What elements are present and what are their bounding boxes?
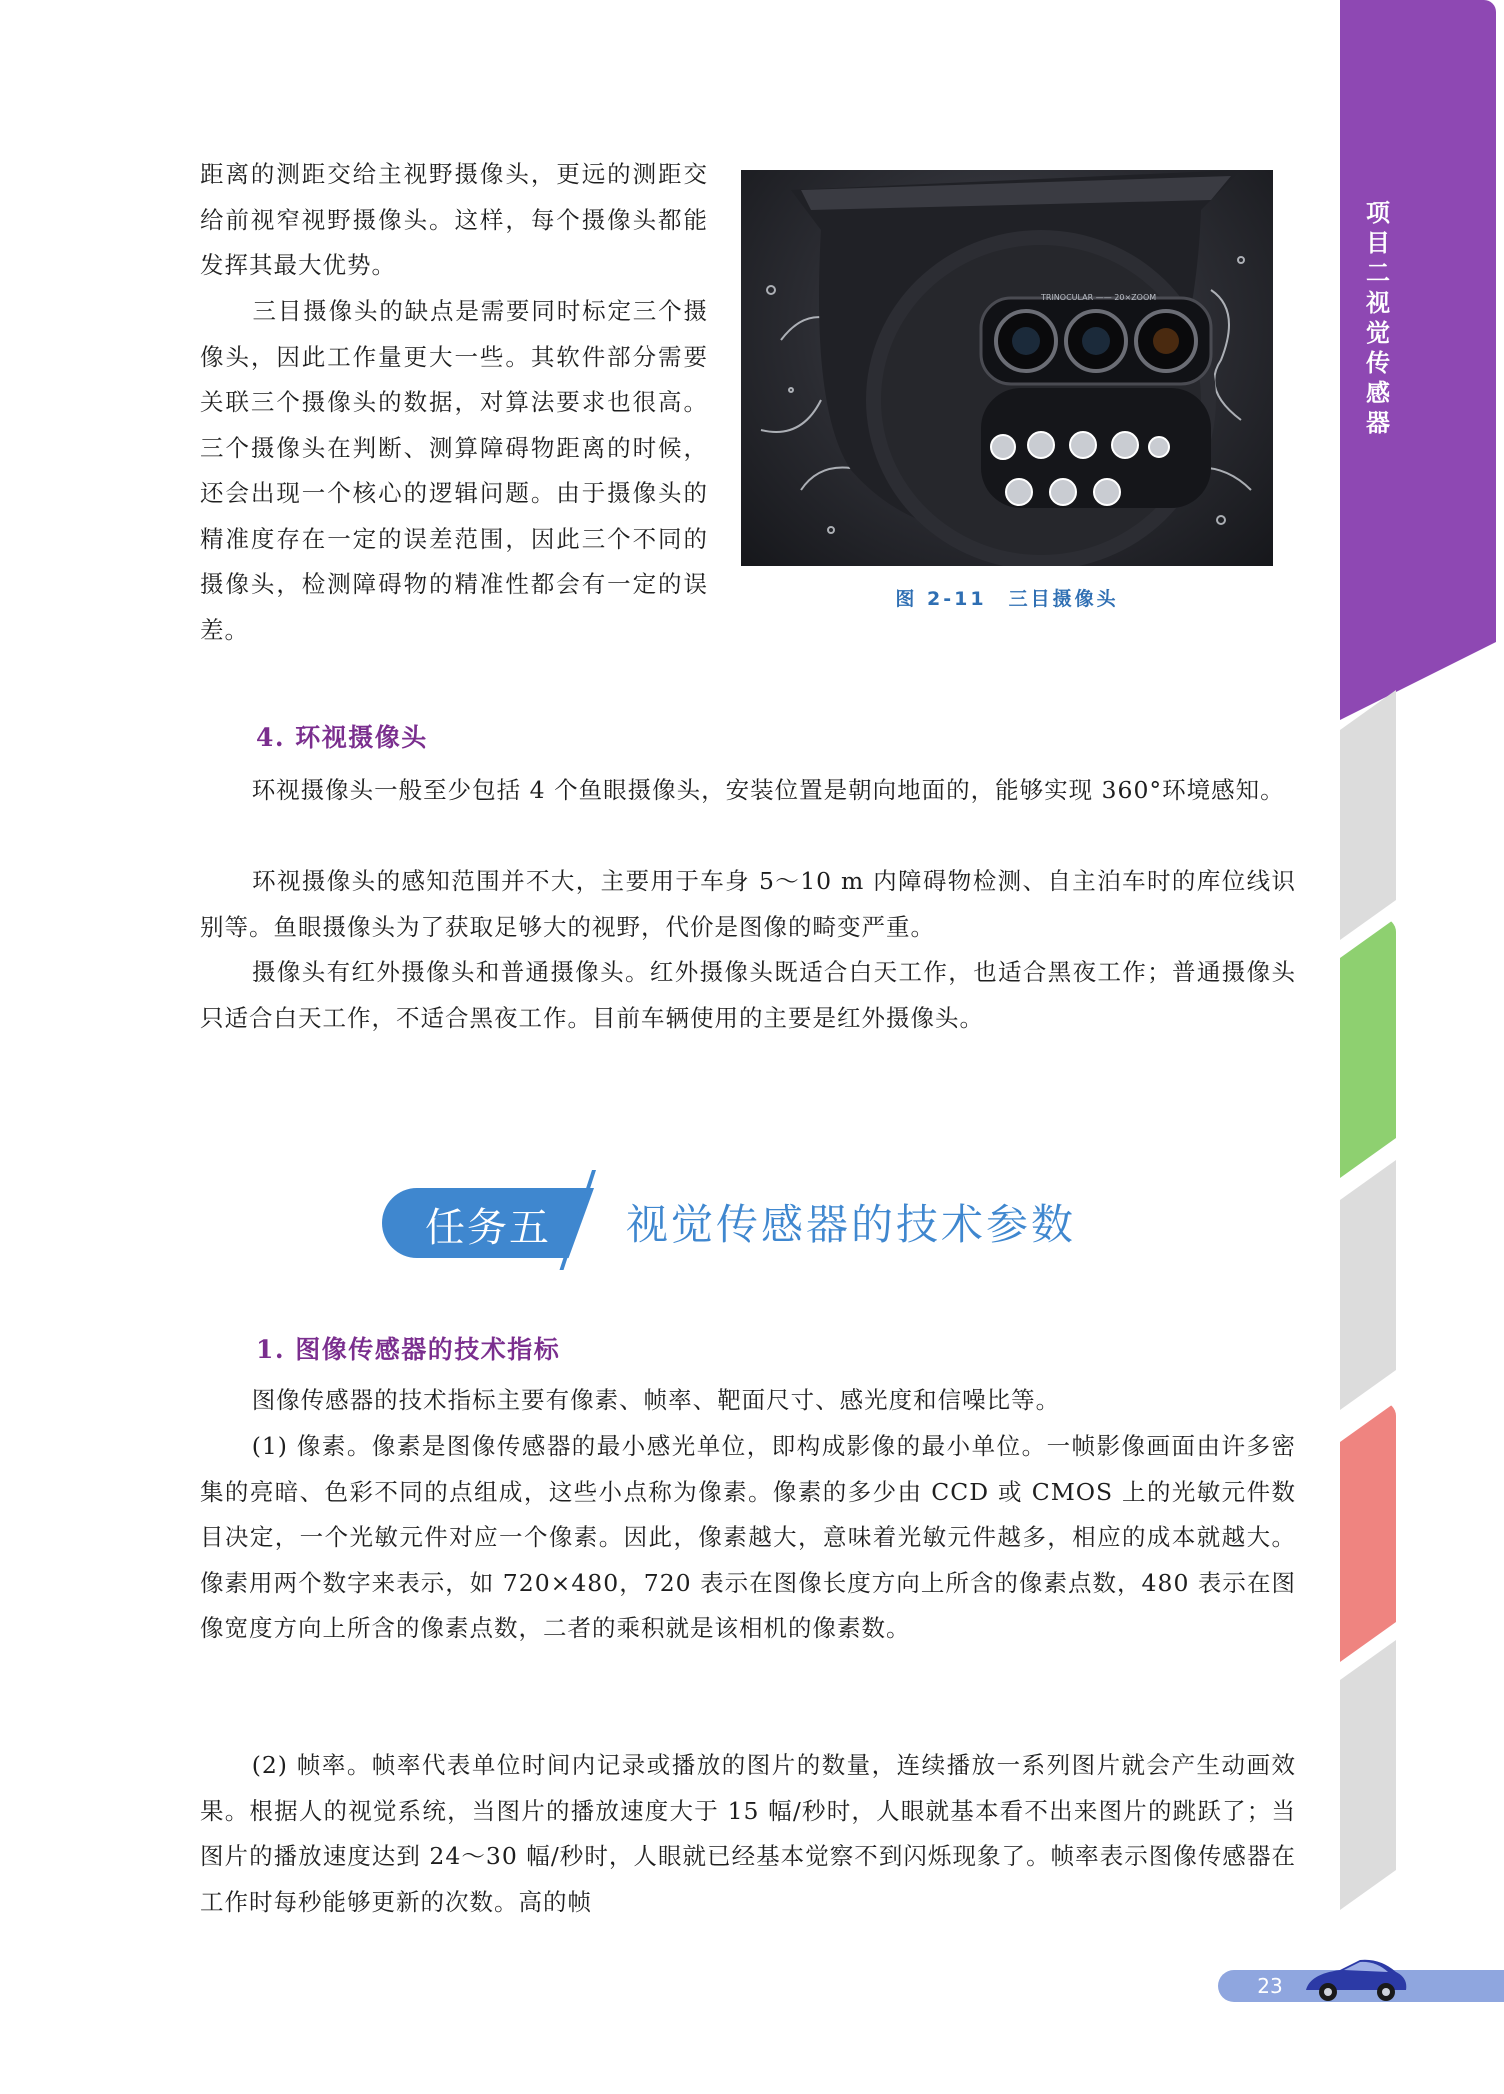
paragraph-top-2: 三目摄像头的缺点是需要同时标定三个摄像头，因此工作量更大一些。其软件部分需要关联三个摄像头的数据，对算法要求也很高。三个摄像头在判断、测算障碍物距离的时候，还会出现一个核心的逻辑问题。由于摄像头的精准度存在一定的误差范围，因此三个不同的摄像头，检测障碍物的精准性都会有一定的误差。	[200, 297, 708, 644]
chapter-tab-green[interactable]	[1340, 918, 1396, 1178]
camera-lens-icon	[996, 311, 1196, 371]
chapter-tab-gray-1[interactable]	[1340, 690, 1396, 940]
product-label: TRINOCULAR —— 20×ZOOM	[1041, 293, 1157, 302]
trinocular-camera-illustration	[741, 170, 1273, 566]
task-title: 视觉传感器的技术参数	[626, 1200, 1077, 1249]
chapter-tab-gray-3[interactable]	[1340, 1640, 1396, 1910]
chapter-tab-gray-2[interactable]	[1340, 1160, 1396, 1410]
section-4-paragraph-3: 摄像头有红外摄像头和普通摄像头。红外摄像头既适合白天工作，也适合黑夜工作；普通摄像头只适合白天工作，不适合黑夜工作。目前车辆使用的主要是红外摄像头。	[200, 958, 1296, 1032]
section-1-paragraph-1: 图像传感器的技术指标主要有像素、帧率、靶面尺寸、感光度和信噪比等。	[251, 1386, 1061, 1414]
section-1-paragraph-2: (1) 像素。像素是图像传感器的最小感光单位，即构成影像的最小单位。一帧影像画面由许多密集的亮暗、色彩不同的点组成，这些小点称为像素。像素的多少由 CCD 或 CMOS 上的光敏元件数目决定，一个光敏元件对应一个像素。因此，像素越大，意味着光敏元件越多，相应的成本就越大。像素用两个数字来表示，如 720×480，720 表示在图像长度方向上所含的像素点数，480 表示在图像宽度方向上所含的像素点数，二者的乘积就是该相机的像素数。	[200, 1432, 1296, 1642]
chapter-tab-label: 项目二 视觉传感器	[1366, 199, 1390, 437]
chapter-tab-red[interactable]	[1340, 1402, 1396, 1662]
page-number: 23	[1257, 1974, 1283, 1998]
sports-car-icon	[1300, 1950, 1412, 2010]
paragraph-top-1: 距离的测距交给主视野摄像头，更远的测距交给前视窄视野摄像头。这样，每个摄像头都能发挥其最大优势。	[200, 160, 708, 279]
section-1-paragraph-3: (2) 帧率。帧率代表单位时间内记录或播放的图片的数量，连续播放一系列图片就会产生动画效果。根据人的视觉系统，当图片的播放速度大于 15 幅/秒时，人眼就基本看不出来图片的跳跃了；当图片的播放速度达到 24～30 幅/秒时，人眼就已经基本觉察不到闪烁现象了。帧率表示图像传感器在工作时每秒能够更新的次数。高的帧	[200, 1751, 1296, 1916]
section-4-paragraph-2: 环视摄像头的感知范围并不大，主要用于车身 5～10 m 内障碍物检测、自主泊车时的库位线识别等。鱼眼摄像头为了获取足够大的视野，代价是图像的畸变严重。	[200, 867, 1296, 941]
section-4-heading: 4. 环视摄像头	[256, 723, 428, 752]
figure-caption: 图 2-11 三目摄像头	[895, 588, 1119, 610]
trinocular-camera-photo	[741, 170, 1273, 566]
task-badge-label: 任务五	[425, 1205, 551, 1251]
section-4-paragraph-1: 环视摄像头一般至少包括 4 个鱼眼摄像头，安装位置是朝向地面的，能够实现 360°环境感知。	[251, 776, 1285, 804]
section-1-heading: 1. 图像传感器的技术指标	[256, 1335, 561, 1364]
